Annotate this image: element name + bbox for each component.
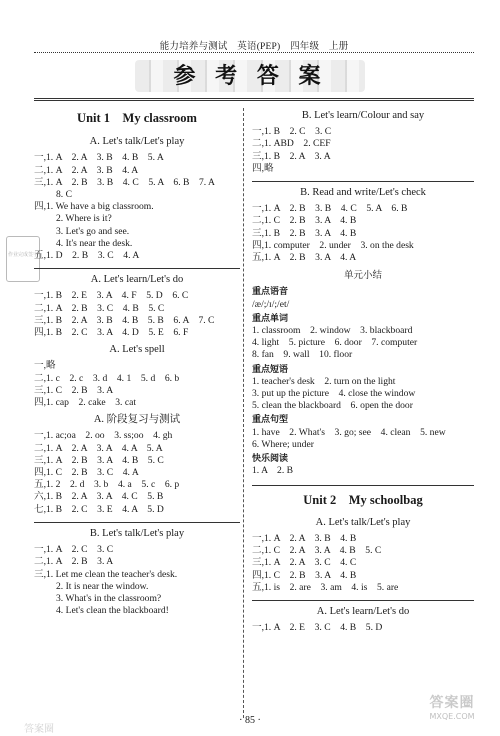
answer-line: 二,1. A 2. A 3. A 4. A 5. A	[34, 442, 163, 454]
answer-line: 一,1. A 2. C 3. C	[34, 544, 114, 556]
answer-line: 四,1. We have a big classroom.	[34, 201, 154, 213]
answer-line: 三,1. A 2. B 3. A 4. B 5. C	[34, 454, 164, 466]
key-phonics-text: /æ/;/ɪ/;/et/	[252, 298, 290, 310]
summary-line: 1. classroom 2. window 3. blackboard	[252, 325, 413, 337]
answer-line: 三,1. Let me clean the teacher's desk.	[34, 568, 178, 580]
answer-line: 4. It's near the desk.	[56, 237, 133, 249]
left-column	[34, 108, 240, 617]
running-header: 能力培养与测试 英语(PEP) 四年级 上册	[159, 42, 349, 52]
summary-line: 1. teacher's desk 2. turn on the light	[252, 375, 396, 387]
header-divider	[34, 52, 474, 53]
summary-line: 1. A 2. B	[252, 465, 294, 477]
answer-line: 四,略	[252, 162, 274, 174]
summary-line: 5. clean the blackboard 6. open the door	[252, 400, 413, 412]
answer-line: 五,1. 2 2. d 3. b 4. a 5. c 6. p	[34, 479, 180, 491]
section-u2-talk: A. Let's talk/Let's play	[315, 516, 411, 528]
answer-line: 二,1. ABD 2. CEF	[252, 138, 331, 150]
answer-line: 二,1. c 2. c 3. d 4. 1 5. d 6. b	[34, 372, 180, 384]
key-sentences-label: 重点句型	[252, 415, 289, 426]
answer-line: 四,1. cap 2. cake 3. cat	[34, 397, 137, 409]
key-phrases-label: 重点短语	[252, 364, 289, 375]
answer-line: 五,1. is 2. are 3. am 4. is 5. are	[252, 581, 399, 593]
answer-line: 二,1. C 2. A 3. A 4. B 5. C	[252, 545, 382, 557]
answer-line: 三,1. B 2. A 3. B 4. B 5. B 6. A 7. C	[34, 314, 215, 326]
summary-line: 6. Where; under	[252, 438, 314, 450]
answer-line: 一,1. B 2. C 3. C	[252, 126, 332, 138]
right-column	[252, 108, 474, 634]
answer-line: 一,1. A 2. B 3. B 4. C 5. A 6. B	[252, 203, 408, 215]
summary-line: 1. have 2. What's 3. go; see 4. clean 5. new	[252, 426, 446, 438]
answer-line: 一,1. A 2. A 3. B 4. B	[252, 532, 357, 544]
answer-line: 二,1. A 2. B 3. A	[34, 556, 114, 568]
answer-line: 三,1. B 2. B 3. A 4. B	[252, 227, 357, 239]
watermark-logo	[412, 696, 492, 732]
answer-line: 2. Where is it?	[56, 213, 112, 225]
title-rule	[34, 98, 474, 101]
section-u2-learn: A. Let's learn/Let's do	[252, 600, 474, 618]
answer-line: 四,1. C 2. B 3. A 4. B	[252, 569, 357, 581]
key-words-label: 重点单词	[252, 313, 289, 324]
watermark-line2: MXQE.COM	[429, 712, 475, 721]
answer-line: 2. It is near the window.	[56, 580, 149, 592]
section-a-spell: A. Let's spell	[109, 344, 165, 356]
answer-line: 8. C	[56, 189, 72, 201]
answer-line: 二,1. C 2. B 3. A 4. B	[252, 215, 357, 227]
answer-line: 七,1. B 2. C 3. E 4. A 5. D	[34, 503, 164, 515]
page-title: 参 考 答 案	[173, 64, 327, 89]
answer-line: 三,1. A 2. A 3. C 4. C	[252, 557, 357, 569]
answer-line: 二,1. A 2. A 3. B 4. A	[34, 164, 139, 176]
happy-reading-label: 快乐阅读	[252, 454, 289, 465]
section-b-learn: B. Let's learn/Colour and say	[301, 110, 425, 121]
page-number: · 85 ·	[239, 715, 261, 726]
answer-line: 3. What's in the classroom?	[56, 592, 162, 604]
answer-line: 三,1. B 2. A 3. A	[252, 150, 331, 162]
summary-line: 4. light 5. picture 6. door 7. computer	[252, 337, 418, 349]
answer-line: 五,1. A 2. B 3. A 4. A	[252, 252, 357, 264]
unit2-title: Unit 2 My schoolbag	[252, 485, 474, 506]
answer-line: 4. Let's clean the blackboard!	[56, 605, 169, 617]
section-b-read: B. Read and write/Let's check	[252, 181, 474, 199]
answer-line: 一,1. ac;oa 2. oo 3. ss;oo 4. gh	[34, 430, 173, 442]
answer-line: 一,1. A 2. A 3. B 4. B 5. A	[34, 152, 164, 164]
answer-line: 一,1. A 2. E 3. C 4. B 5. D	[252, 622, 383, 634]
answer-line: 一,1. B 2. E 3. A 4. F 5. D 6. C	[34, 290, 189, 302]
completion-stamp: 作业完成签字	[6, 236, 40, 282]
answer-line: 一,略	[34, 360, 56, 372]
column-divider	[243, 108, 244, 718]
answer-line: 二,1. A 2. B 3. C 4. B 5. C	[34, 302, 165, 314]
summary-title: 单元小结	[343, 270, 382, 282]
answer-line: 四,1. B 2. C 3. A 4. D 5. E 6. F	[34, 327, 189, 339]
unit1-title: Unit 1 My classroom	[77, 111, 197, 125]
watermark-line1: 答案圈	[429, 695, 475, 711]
summary-line: 3. put up the picture 4. close the window	[252, 388, 416, 400]
summary-line: 8. fan 9. wall 10. floor	[252, 349, 353, 361]
section-a-learn: A. Let's learn/Let's do	[34, 268, 240, 286]
answer-line: 四,1. computer 2. under 3. on the desk	[252, 239, 414, 251]
answer-line: 四,1. C 2. B 3. C 4. A	[34, 467, 139, 479]
section-b-talk: B. Let's talk/Let's play	[34, 522, 240, 540]
watermark-left: 答案圈	[24, 724, 54, 735]
answer-line: 三,1. A 2. B 3. B 4. C 5. A 6. B 7. A	[34, 176, 215, 188]
key-phonics-label: 重点语音	[252, 287, 289, 298]
section-a-talk: A. Let's talk/Let's play	[89, 136, 185, 148]
answer-line: 3. Let's go and see.	[56, 225, 130, 237]
answer-line: 五,1. D 2. B 3. C 4. A	[34, 250, 140, 262]
answer-line: 六,1. B 2. A 3. A 4. C 5. B	[34, 491, 164, 503]
section-review: A. 阶段复习与测试	[93, 414, 181, 426]
answer-line: 三,1. C 2. B 3. A	[34, 384, 114, 396]
